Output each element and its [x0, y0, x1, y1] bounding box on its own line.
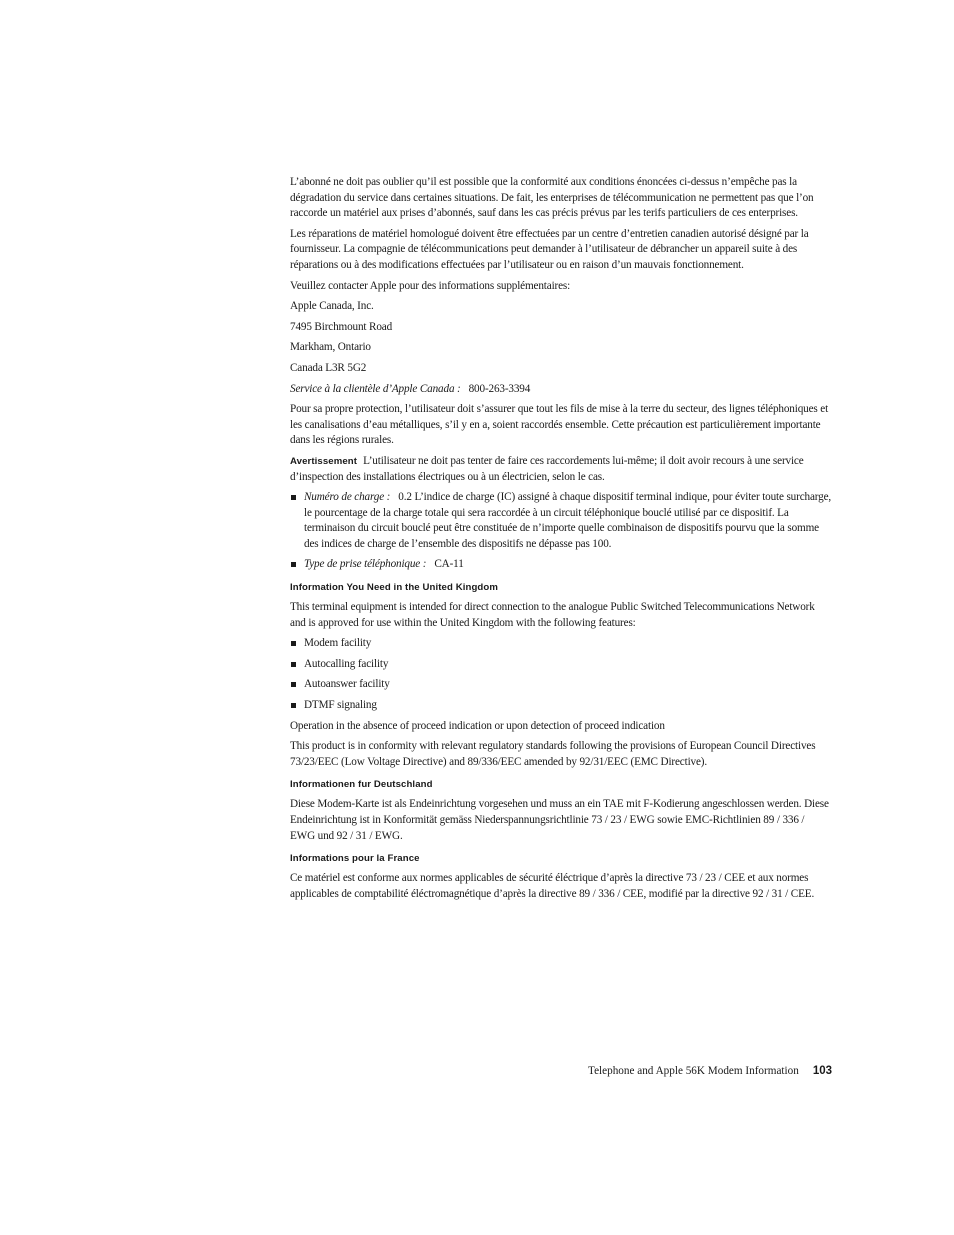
- uk-paragraph-1: This terminal equipment is intended for direct connection to the analogue Public Switched Telecommunications Network and is approved for use within the United Kingdom with the following features:: [290, 601, 815, 629]
- uk-heading: Information You Need in the United Kingdom: [290, 582, 498, 594]
- feature-text: Modem facility: [304, 637, 372, 650]
- feature-text: Autoanswer facility: [304, 678, 390, 691]
- address-line-city: Markham, Ontario: [290, 341, 371, 354]
- page-body: [290, 175, 832, 907]
- list-item: [290, 490, 832, 552]
- warning-paragraph: [290, 454, 832, 485]
- uk-paragraph-3: This product is in conformity with relevant regulatory standards following the provisions of European Council Directives 73/23/EEC (Low Voltage Directive) and 89/336/EEC amended by 92/31/EEC (EMC Directive).: [290, 740, 816, 768]
- address-line-street: 7495 Birchmount Road: [290, 320, 393, 333]
- bullet-square-icon: [291, 662, 296, 667]
- bullet-square-icon: [291, 562, 296, 567]
- bullet-square-icon: [291, 682, 296, 687]
- address-line-company: Apple Canada, Inc.: [290, 300, 374, 313]
- service-phone: 800-263-3394: [468, 382, 531, 395]
- france-paragraph: Ce matériel est conforme aux normes applicables de sécurité éléctrique d’après la directive 73 / 23 / CEE et aux normes applicables de comptabilité éléctromagnétique d’après la directive 89 / 336 / CEE, modifié par la directive 92 / 31 / CEE.: [290, 872, 815, 900]
- canada-paragraph-3: Pour sa propre protection, l’utilisateur doit s’assurer que tout les fils de mise à la terre du secteur, des lignes téléphoniques et les canalisations d’eau métalliques, s’il y en a, soient raccordés ensemble. Cette précaution est particulièrement importante dans les régions rurales.: [290, 403, 829, 447]
- contact-intro: Veuillez contacter Apple pour des informations supplémentaires:: [290, 279, 571, 292]
- bullet-text: 0.2 L’indice de charge (IC) assigné à chaque dispositif terminal indique, pour éviter toute surcharge, le pourcentage de la charge totale qui sera raccordée à un circuit téléphonique bouclé utilisé par ce dispositif. La terminaison du circuit bouclé peut être constituée de n’importe quelle combinaison de dispositifs pourvu que la somme des indices de charge de l’ensemble des dispositifs ne dépasse pas 100.: [304, 491, 832, 550]
- warning-text: L’utilisateur ne doit pas tenter de faire ces raccordements lui-même; il doit avoir recours à une service d’inspection des installations électriques ou à un électricien, selon le cas.: [290, 454, 804, 483]
- bullet-label: Type de prise téléphonique :: [304, 558, 427, 571]
- footer-title: Telephone and Apple 56K Modem Information: [588, 1065, 799, 1077]
- list-item: [290, 636, 832, 652]
- warning-label: Avertissement: [290, 455, 358, 467]
- list-item: [290, 557, 832, 573]
- uk-feature-list: [290, 636, 832, 713]
- bullet-label: Numéro de charge :: [304, 491, 391, 504]
- page-number: 103: [812, 1065, 832, 1077]
- service-line: [290, 382, 832, 398]
- address-line-postal: Canada L3R 5G2: [290, 361, 367, 374]
- list-item: [290, 657, 832, 673]
- bullet-square-icon: [291, 703, 296, 708]
- feature-text: Autocalling facility: [304, 657, 389, 670]
- list-item: [290, 677, 832, 693]
- feature-text: DTMF signaling: [304, 699, 377, 712]
- france-heading: Informations pour la France: [290, 853, 420, 865]
- canada-bullet-list: [290, 490, 832, 573]
- uk-paragraph-2: Operation in the absence of proceed indication or upon detection of proceed indication: [290, 719, 665, 732]
- germany-paragraph: Diese Modem-Karte ist als Endeinrichtung vorgesehen und muss an ein TAE mit F-Kodierung angeschlossen werden. Diese Endeinrichtung ist in Konformität gemäss Niederspannungsrichtlinie 73 / 23 / EWG sowie EMC-Richtlinien 89 / 336 / EWG und 92 / 31 / EWG.: [290, 798, 829, 842]
- bullet-square-icon: [291, 495, 296, 500]
- list-item: [290, 698, 832, 714]
- canada-paragraph-1: L’abonné ne doit pas oublier qu’il est possible que la conformité aux conditions énoncées ci-dessus n’empêche pas la dégradation du service dans certaines situations. De fait, les enterprises de télécommunication ne permettent pas que l’on raccorde un matériel aux prises d’abonnés, sauf dans les cas précis prévus par les terifs particuliers de ces enterprises.: [290, 176, 814, 220]
- page-footer: [588, 1064, 832, 1079]
- germany-heading: Informationen fur Deutschland: [290, 779, 433, 791]
- bullet-text: CA-11: [434, 558, 464, 571]
- service-label: Service à la clientèle d’Apple Canada :: [290, 382, 461, 395]
- bullet-square-icon: [291, 641, 296, 646]
- canada-paragraph-2: Les réparations de matériel homologué doivent être effectuées par un centre d’entretien canadien autorisé désigné par la fournisseur. La compagnie de télécommunications peut demander à l’utilisateur de débrancher un appareil suite à des réparations ou à des modifications effectuées par l’utilisateur ou en raison d’un mauvais fonctionnement.: [290, 227, 809, 271]
